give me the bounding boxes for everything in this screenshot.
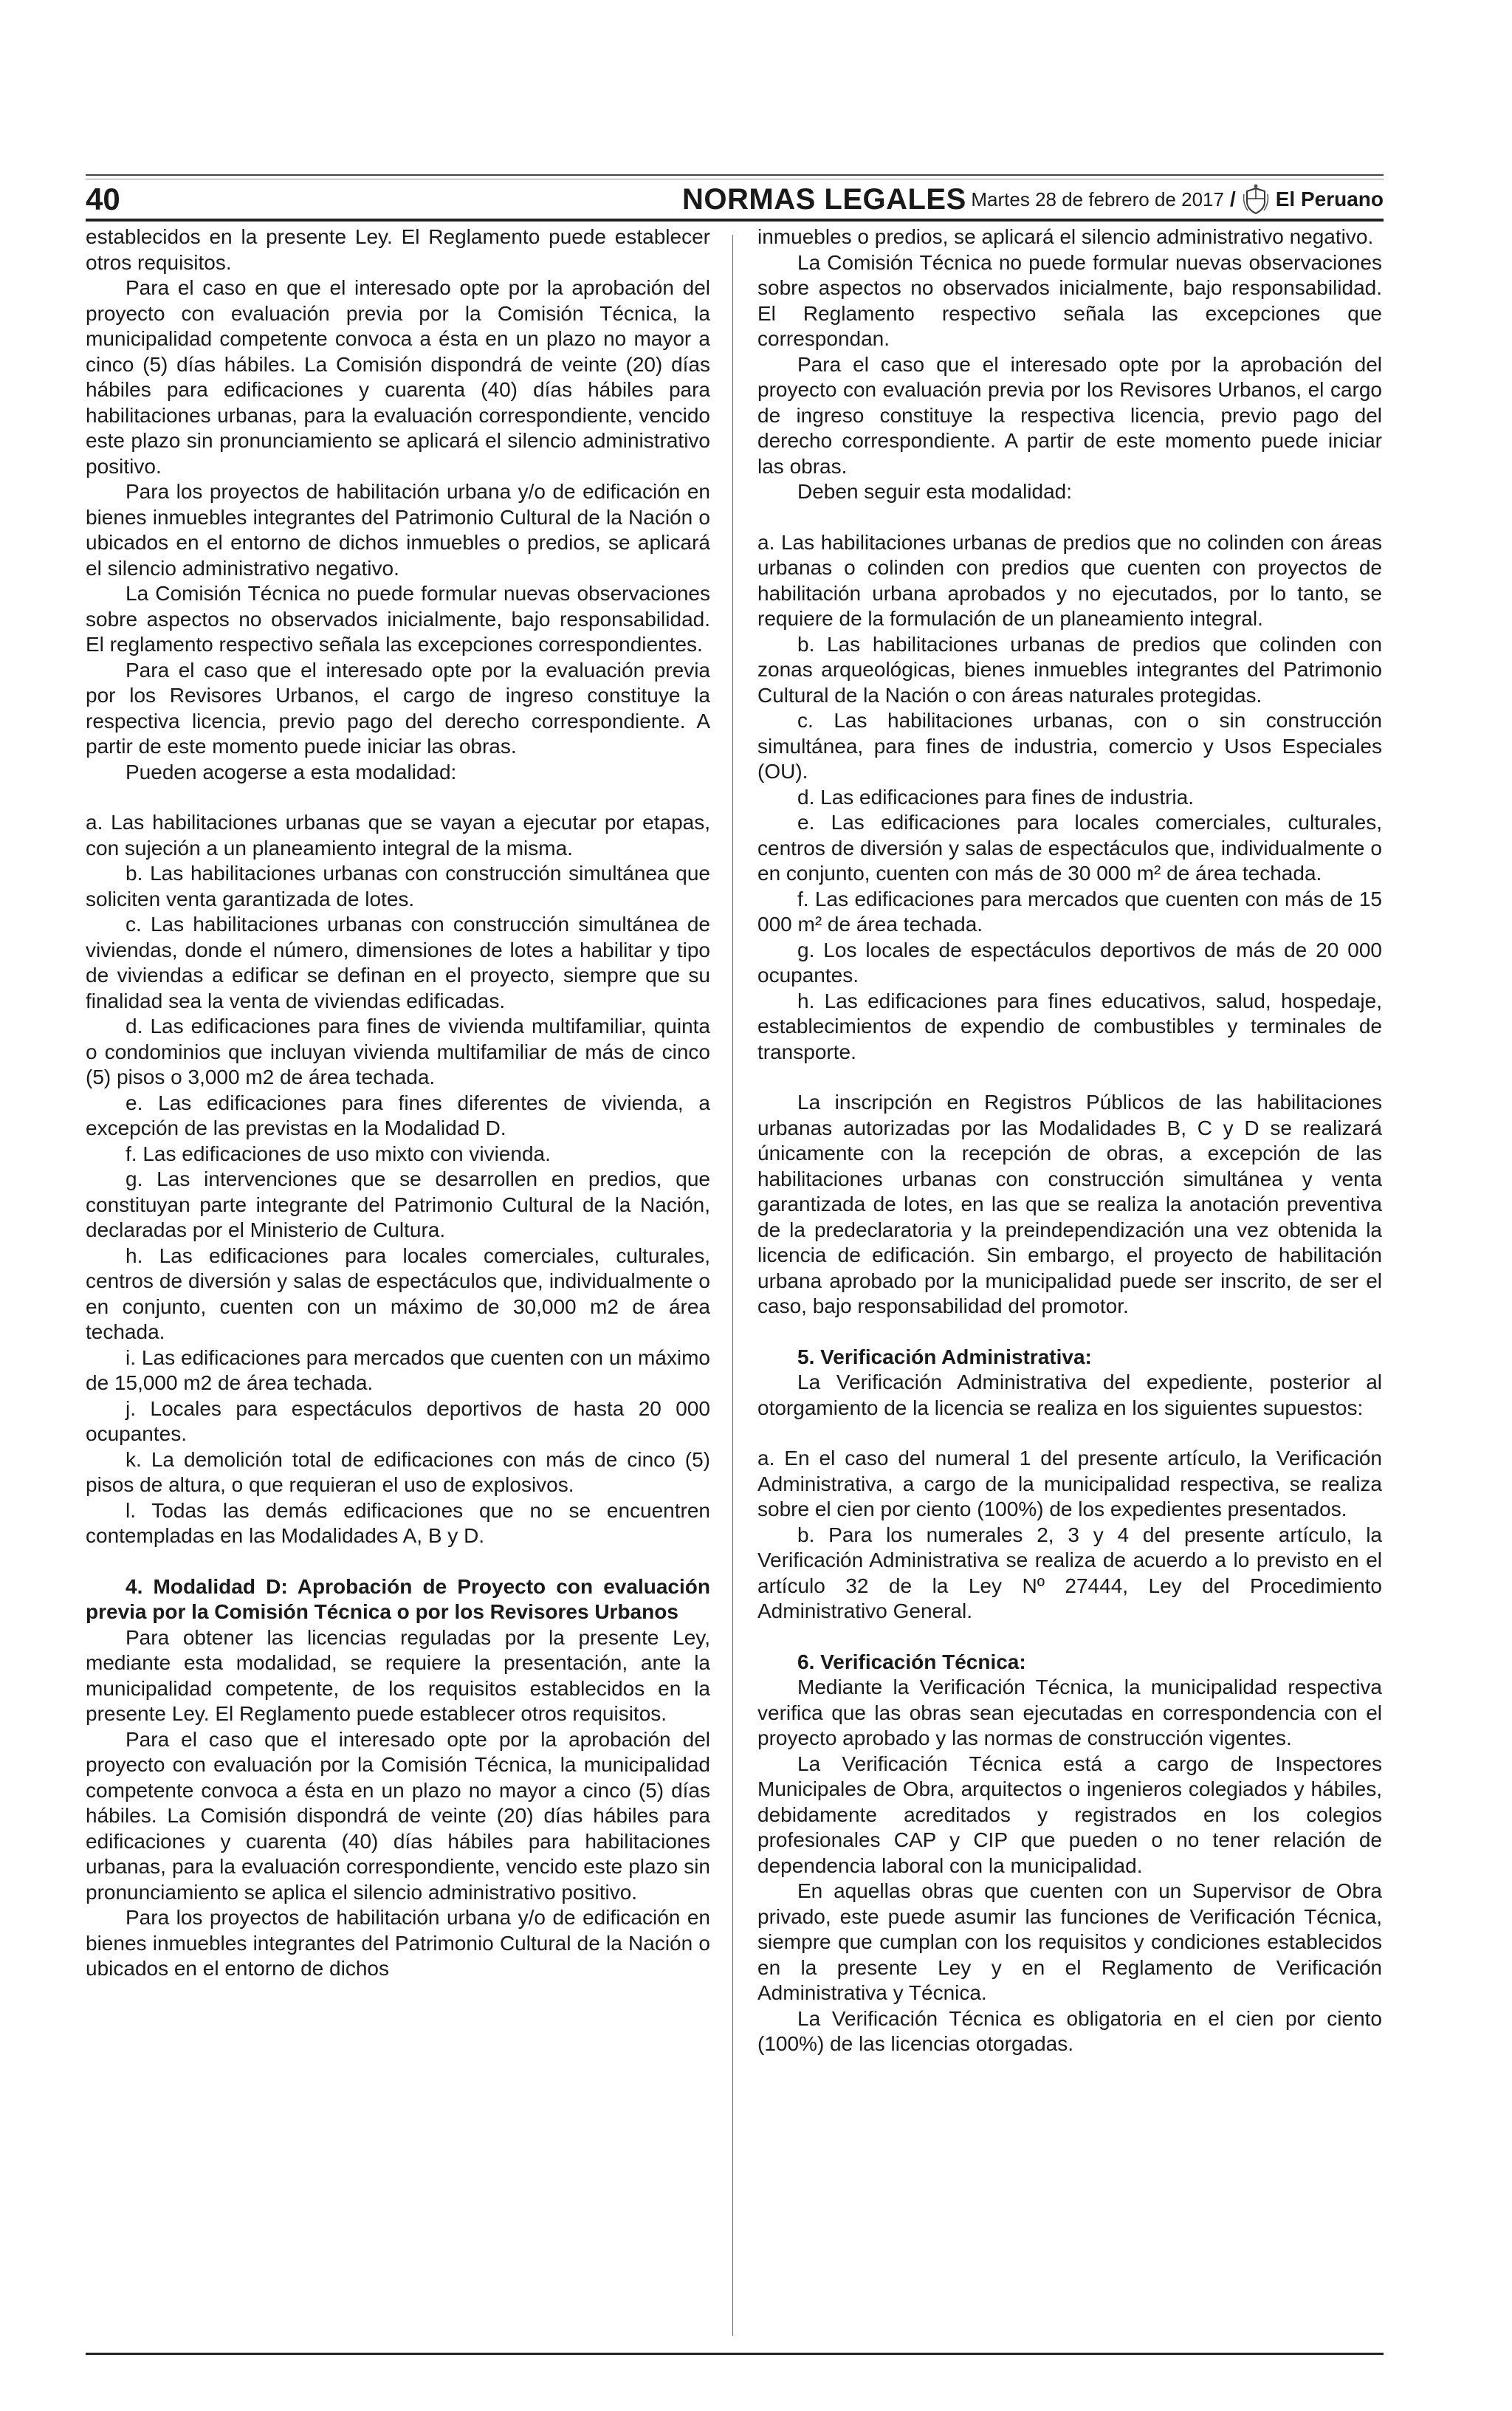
paragraph: Pueden acogerse a esta modalidad:: [126, 760, 457, 783]
paragraph: Para el caso que el interesado opte por la aprobación del proyecto con evaluación previa por los Revisores Urbanos, el cargo de ingreso constituye la respectiva licencia, previo pago del derecho correspondiente. A partir de este momento puede iniciar las obras.: [757, 352, 1382, 478]
list-item: j. Locales para espectáculos deportivos de hasta 20 000 ocupantes.: [86, 1396, 710, 1445]
paragraph: establecidos en la presente Ley. El Reglamento puede establecer otros requisitos.: [86, 225, 710, 274]
list-item: e. Las edificaciones para fines diferentes de vivienda, a excepción de las previstas en la Modalidad D.: [86, 1091, 710, 1139]
list-item: f. Las edificaciones para mercados que cuenten con más de 15 000 m² de área techada.: [757, 887, 1382, 936]
right-column: [757, 224, 1382, 2336]
publication-name: El Peruano: [1275, 188, 1384, 210]
list-item: b. Las habilitaciones urbanas con construcción simultánea que soliciten venta garantizada de lotes.: [86, 862, 710, 910]
list-item: k. La demolición total de edificaciones con más de cinco (5) pisos de altura, o que requieran el uso de explosivos.: [86, 1447, 710, 1496]
paragraph: Para el caso en que el interesado opte por la aprobación del proyecto con evaluación previa por la Comisión Técnica, la municipalidad competente convoca a ésta en un plazo no mayor a cinco (5) días hábiles. La Comisión dispondrá de veinte (20) días hábiles para edificaciones y cuarenta (40) días hábiles para habilitaciones urbanas, para la evaluación correspondiente, vencido este plazo sin pronunciamiento se aplicará el silencio administrativo positivo.: [86, 276, 710, 478]
paragraph: La Verificación Técnica está a cargo de Inspectores Municipales de Obra, arquitectos o ingenieros colegiados y hábiles, debidamente acreditados y registrados en los colegios profesionales CAP y CIP que pueden o no tener relación de dependencia laboral con la municipalidad.: [757, 1752, 1382, 1877]
list-item: a. Las habilitaciones urbanas que se vayan a ejecutar por etapas, con sujeción a un planeamiento integral de la misma.: [86, 811, 710, 860]
list-item: c. Las habilitaciones urbanas con construcción simultánea de viviendas, donde el número, dimensiones de lotes a habilitar y tipo de viviendas a edificar se definan en el proyecto, siempre que su finalidad sea la venta de viviendas edificadas.: [86, 913, 710, 1012]
paragraph: La inscripción en Registros Públicos de las habilitaciones urbanas autorizadas por las Modalidades B, C y D se realizará únicamente con la recepción de obras, a excepción de las habilitaciones urbanas con construcción simultánea y venta garantizada de lotes, en las que se realiza la anotación preventiva de la predeclaratoria y la preindependización una vez obtenida la licencia de edificación. Sin embargo, el proyecto de habilitación urbana aprobado por la municipalidad puede ser inscrito, de ser el caso, bajo responsabilidad del promotor.: [757, 1091, 1382, 1317]
list-item: h. Las edificaciones para fines educativos, salud, hospedaje, establecimientos de expendio de combustibles y terminales de transporte.: [757, 989, 1382, 1063]
list-item: i. Las edificaciones para mercados que cuenten con un máximo de 15,000 m2 de área techada.: [86, 1345, 710, 1394]
peru-coat-of-arms-icon: [1242, 184, 1270, 215]
list-item: d. Las edificaciones para fines de vivienda multifamiliar, quinta o condominios que incluyan vivienda multifamiliar de más de cinco (5) pisos o 3,000 m2 de área techada.: [86, 1015, 710, 1088]
list-item: h. Las edificaciones para locales comerciales, culturales, centros de diversión y salas de espectáculos que, individualmente o en conjunto, cuenten con un máximo de 30,000 m2 de área techada.: [86, 1244, 710, 1343]
section-title: NORMAS LEGALES: [682, 183, 966, 216]
page-header: [86, 182, 1384, 217]
paragraph: Para el caso que el interesado opte por la aprobación del proyecto con evaluación por la Comisión Técnica, la municipalidad competente convoca a ésta en un plazo no mayor a cinco (5) días hábiles. La Comisión dispondrá de veinte (20) días hábiles para edificaciones y cuarenta (40) días hábiles para habilitaciones urbanas, para la evaluación correspondiente, vencido este plazo sin pronunciamiento se aplica el silencio administrativo positivo.: [86, 1727, 710, 1904]
paragraph: Para los proyectos de habilitación urbana y/o de edificación en bienes inmuebles integrantes del Patrimonio Cultural de la Nación o ubicados en el entorno de dichos: [86, 1906, 710, 1980]
bottom-rule: [86, 2353, 1384, 2355]
issue-date: Martes 28 de febrero de 2017: [971, 188, 1224, 210]
section-heading: 6. Verificación Técnica:: [797, 1650, 1026, 1673]
paragraph: Para obtener las licencias reguladas por la presente Ley, mediante esta modalidad, se requiere la presentación, ante la municipalidad competente, de los requisitos establecidos en la presente Ley. El Reglamento puede establecer otros requisitos.: [86, 1625, 710, 1725]
header-separator: /: [1229, 188, 1236, 210]
paragraph: Deben seguir esta modalidad:: [797, 480, 1073, 503]
paragraph: Para los proyectos de habilitación urbana y/o de edificación en bienes inmuebles integrantes del Patrimonio Cultural de la Nación o ubicados en el entorno de dichos inmuebles o predios, se aplicará el silencio administrativo negativo.: [86, 480, 710, 580]
list-item: l. Todas las demás edificaciones que no se encuentren contempladas en las Modalidades A, B y D.: [86, 1498, 710, 1547]
header-rule: [86, 219, 1384, 222]
paragraph: La Verificación Administrativa del expediente, posterior al otorgamiento de la licencia se realiza en los siguientes supuestos:: [757, 1371, 1382, 1419]
list-item: b. Para los numerales 2, 3 y 4 del presente artículo, la Verificación Administrativa se realiza de acuerdo a lo previsto en el artículo 32 de la Ley Nº 27444, Ley del Procedimiento Administrativo General.: [757, 1523, 1382, 1622]
list-item: a. En el caso del numeral 1 del presente artículo, la Verificación Administrativa, a cargo de la municipalidad respectiva, se realiza sobre el cien por ciento (100%) de los expedientes presentados.: [757, 1447, 1382, 1520]
list-item: c. Las habilitaciones urbanas, con o sin construcción simultánea, para fines de industria, comercio y Usos Especiales (OU).: [757, 709, 1382, 783]
paragraph: La Verificación Técnica es obligatoria en el cien por ciento (100%) de las licencias otorgadas.: [757, 2006, 1382, 2055]
page-number: 40: [86, 182, 120, 216]
list-item: g. Los locales de espectáculos deportivos de más de 20 000 ocupantes.: [757, 938, 1382, 987]
left-column: [86, 224, 710, 2336]
paragraph: Para el caso que el interesado opte por la evaluación previa por los Revisores Urbanos, el cargo de ingreso constituye la respectiva licencia, previo pago del derecho correspondiente. A partir de este momento puede iniciar las obras.: [86, 658, 710, 758]
paragraph: En aquellas obras que cuenten con un Supervisor de Obra privado, este puede asumir las funciones de Verificación Técnica, siempre que cumplan con los requisitos y condiciones establecidos en la presente Ley y en el Reglamento de Verificación Administrativa y Técnica.: [757, 1879, 1382, 2004]
list-item: g. Las intervenciones que se desarrollen en predios, que constituyan parte integrante del Patrimonio Cultural de la Nación, declaradas por el Ministerio de Cultura.: [86, 1167, 710, 1241]
list-item: e. Las edificaciones para locales comerciales, culturales, centros de diversión y salas de espectáculos que, individualmente o en conjunto, cuenten con más de 30 000 m² de área techada.: [757, 811, 1382, 885]
list-item: a. Las habilitaciones urbanas de predios que no colinden con áreas urbanas o colinden con predios que cuenten con proyectos de habilitación urbana aprobados y no ejecutados, por lo tanto, se requiere de la formulación de un planeamiento integral.: [757, 530, 1382, 630]
paragraph: La Comisión Técnica no puede formular nuevas observaciones sobre aspectos no observados inicialmente, bajo responsabilidad. El Reglamento respectivo señala las excepciones que correspondan.: [757, 250, 1382, 350]
paragraph: inmuebles o predios, se aplicará el silencio administrativo negativo.: [757, 225, 1374, 248]
section-heading: 5. Verificación Administrativa:: [797, 1345, 1092, 1368]
section-heading: 4. Modalidad D: Aprobación de Proyecto con evaluación previa por la Comisión Técnica o por los Revisores Urbanos: [86, 1574, 710, 1623]
list-item: f. Las edificaciones de uso mixto con vivienda.: [126, 1142, 551, 1165]
paragraph: Mediante la Verificación Técnica, la municipalidad respectiva verifica que las obras sean ejecutadas en correspondencia con el proyecto aprobado y las normas de construcción vigentes.: [757, 1676, 1382, 1749]
list-item: d. Las edificaciones para fines de industria.: [797, 785, 1194, 809]
list-item: b. Las habilitaciones urbanas de predios que colinden con zonas arqueológicas, bienes inmuebles integrantes del Patrimonio Cultural de la Nación o con áreas naturales protegidas.: [757, 632, 1382, 707]
column-divider: [732, 235, 733, 2336]
paragraph: La Comisión Técnica no puede formular nuevas observaciones sobre aspectos no observados inicialmente, bajo responsabilidad. El reglamento respectivo señala las excepciones correspondientes.: [86, 582, 710, 656]
top-rule: [86, 174, 1384, 176]
masthead-right: [971, 182, 1384, 217]
